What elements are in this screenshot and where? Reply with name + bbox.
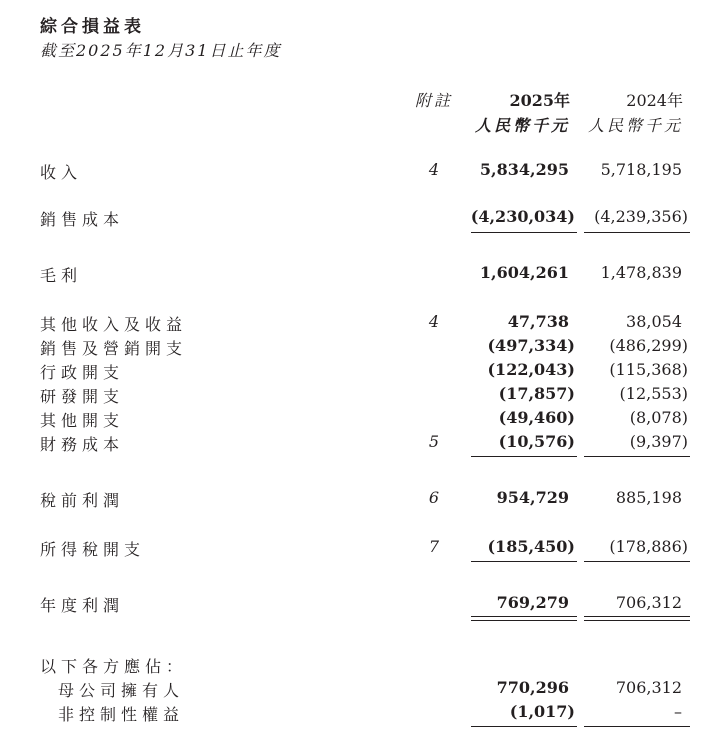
prior-year-header: 2024年 (626, 91, 683, 110)
prior-unit-header: 人民幣千元 (587, 116, 683, 135)
row-note: 6 (428, 488, 440, 507)
total-double-rule-current (471, 620, 577, 621)
current-year-header: 2025年 (509, 91, 570, 110)
row-prior-value: (4,239,356) (594, 207, 688, 226)
row-admin-expenses (0, 358, 721, 382)
row-current-value: 47,738 (507, 312, 569, 331)
row-prior-value: 38,054 (626, 312, 682, 331)
row-label: 以下各方應佔： (40, 657, 188, 676)
row-label: 稅前利潤 (40, 491, 125, 510)
row-label: 所得稅開支 (40, 540, 146, 559)
subtotal-rule-current (471, 561, 577, 562)
row-other-income (0, 310, 721, 334)
row-label: 銷售成本 (40, 210, 125, 229)
total-rule-current (471, 616, 577, 617)
row-note: 4 (428, 160, 440, 179)
row-prior-value: – (674, 702, 682, 721)
row-label: 收入 (40, 163, 83, 182)
row-cost-of-sales (0, 205, 721, 229)
row-profit-before-tax (0, 486, 721, 510)
row-prior-value: (8,078) (629, 408, 688, 427)
statement-subtitle: 截至2025年12月31日止年度 (40, 41, 282, 60)
row-current-value: 1,604,261 (479, 263, 569, 282)
row-owners-of-parent (0, 676, 721, 700)
row-prior-value: (9,397) (629, 432, 688, 451)
row-current-value: 954,729 (496, 488, 569, 507)
row-label: 母公司擁有人 (58, 681, 185, 700)
row-current-value: (4,230,034) (470, 207, 575, 226)
subtotal-rule-current (471, 456, 577, 457)
row-label: 行政開支 (40, 363, 125, 382)
row-current-value: (122,043) (487, 360, 575, 379)
row-label: 其他收入及收益 (40, 315, 188, 334)
row-revenue (0, 158, 721, 182)
row-current-value: (1,017) (509, 702, 575, 721)
row-current-value: (497,334) (487, 336, 575, 355)
subtotal-rule-prior (584, 561, 690, 562)
row-note: 5 (428, 432, 440, 451)
row-non-controlling (0, 700, 721, 724)
row-note: 4 (428, 312, 440, 331)
row-current-value: (10,576) (498, 432, 575, 451)
row-prior-value: 706,312 (615, 678, 682, 697)
current-unit-header: 人民幣千元 (474, 116, 570, 135)
row-gross-profit (0, 261, 721, 285)
row-current-value: 770,296 (496, 678, 569, 697)
row-other-expenses (0, 406, 721, 430)
row-prior-value: (12,553) (619, 384, 688, 403)
subtotal-rule-current (471, 726, 577, 727)
row-income-tax (0, 535, 721, 559)
row-label: 年度利潤 (40, 596, 125, 615)
row-label: 其他開支 (40, 411, 125, 430)
row-selling-expenses (0, 334, 721, 358)
notes-column-header: 附註 (415, 91, 454, 110)
subtotal-rule-prior (584, 456, 690, 457)
row-finance-costs (0, 430, 721, 454)
subtotal-rule-current (471, 232, 577, 233)
subtotal-rule-prior (584, 726, 690, 727)
row-prior-value: 1,478,839 (600, 263, 682, 282)
row-prior-value: (486,299) (609, 336, 688, 355)
row-label: 研發開支 (40, 387, 125, 406)
row-prior-value: (178,886) (609, 537, 688, 556)
total-rule-prior (584, 616, 690, 617)
row-current-value: 5,834,295 (479, 160, 569, 179)
row-note: 7 (428, 537, 440, 556)
subtotal-rule-prior (584, 232, 690, 233)
row-current-value: (17,857) (498, 384, 575, 403)
statement-title: 綜合損益表 (40, 17, 145, 37)
row-current-value: 769,279 (496, 593, 569, 612)
row-label: 財務成本 (40, 435, 125, 454)
row-prior-value: 706,312 (615, 593, 682, 612)
row-prior-value: 5,718,195 (600, 160, 682, 179)
row-current-value: (49,460) (498, 408, 575, 427)
row-profit-for-year (0, 591, 721, 615)
row-current-value: (185,450) (487, 537, 575, 556)
row-rnd-expenses (0, 382, 721, 406)
row-prior-value: (115,368) (609, 360, 688, 379)
row-prior-value: 885,198 (615, 488, 682, 507)
row-attributable-header (0, 652, 721, 676)
row-label: 非控制性權益 (58, 705, 185, 724)
total-double-rule-prior (584, 620, 690, 621)
row-label: 銷售及營銷開支 (40, 339, 188, 358)
row-label: 毛利 (40, 266, 83, 285)
